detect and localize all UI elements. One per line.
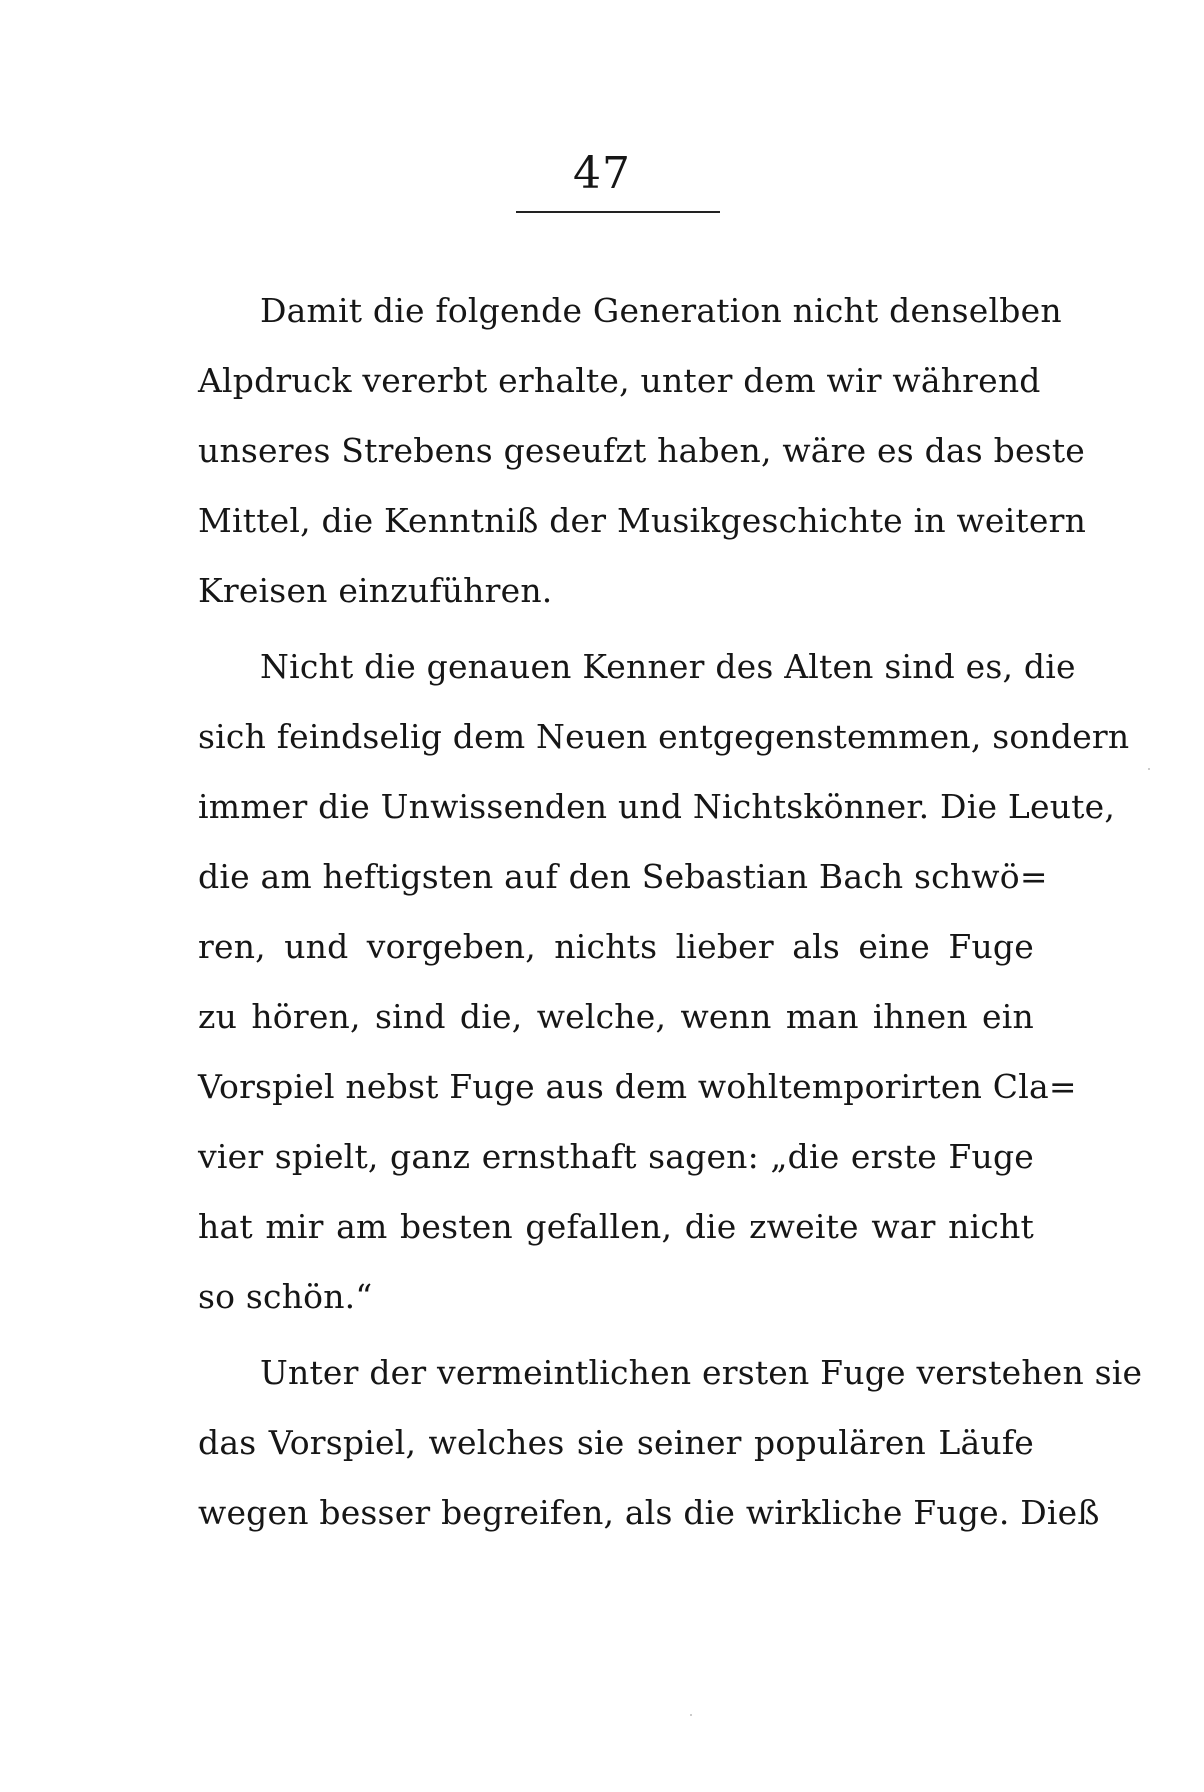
text-line: Damit die folgende Generation nicht denselben [260, 291, 1062, 330]
text-line: Kreisen einzuführen. [198, 571, 553, 610]
page-number: 47 [573, 148, 631, 199]
text-line: die am heftigsten auf den Sebastian Bach schwö= [198, 857, 1048, 896]
text-line: wegen besser begreifen, als die wirkliche Fuge. Dieß [198, 1493, 1100, 1532]
text-line: sich feindselig dem Neuen entgegenstemmen, sondern [198, 717, 1130, 756]
text-line: Nicht die genauen Kenner des Alten sind es, die [260, 647, 1076, 686]
paper-speck [1148, 768, 1150, 770]
paragraph-2 [198, 632, 1130, 1332]
text-line: Unter der vermeintlichen ersten Fuge verstehen sie [260, 1353, 1143, 1392]
text-line: hat mir am besten gefallen, die zweite war nicht [198, 1207, 1034, 1246]
text-line: so schön.“ [198, 1277, 373, 1316]
text-line: immer die Unwissenden und Nichtskönner. Die Leute, [198, 787, 1116, 826]
paragraph-3 [198, 1338, 1143, 1548]
header-rule [516, 211, 720, 213]
text-line: Mittel, die Kenntniß der Musikgeschichte in weitern [198, 501, 1087, 540]
paper-speck [690, 1714, 692, 1716]
text-line: zu hören, sind die, welche, wenn man ihnen ein [198, 997, 1034, 1036]
text-line: ren, und vorgeben, nichts lieber als eine Fuge [198, 927, 1034, 966]
text-line: Alpdruck vererbt erhalte, unter dem wir während [198, 361, 1041, 400]
text-line: vier spielt, ganz ernsthaft sagen: „die erste Fuge [198, 1137, 1034, 1176]
text-line: das Vorspiel, welches sie seiner populären Läufe [198, 1423, 1034, 1462]
paragraph-1 [198, 276, 1087, 626]
body-text [198, 276, 1143, 1554]
text-line: Vorspiel nebst Fuge aus dem wohltemporirten Cla= [198, 1067, 1077, 1106]
text-line: unseres Strebens geseufzt haben, wäre es das beste [198, 431, 1086, 470]
